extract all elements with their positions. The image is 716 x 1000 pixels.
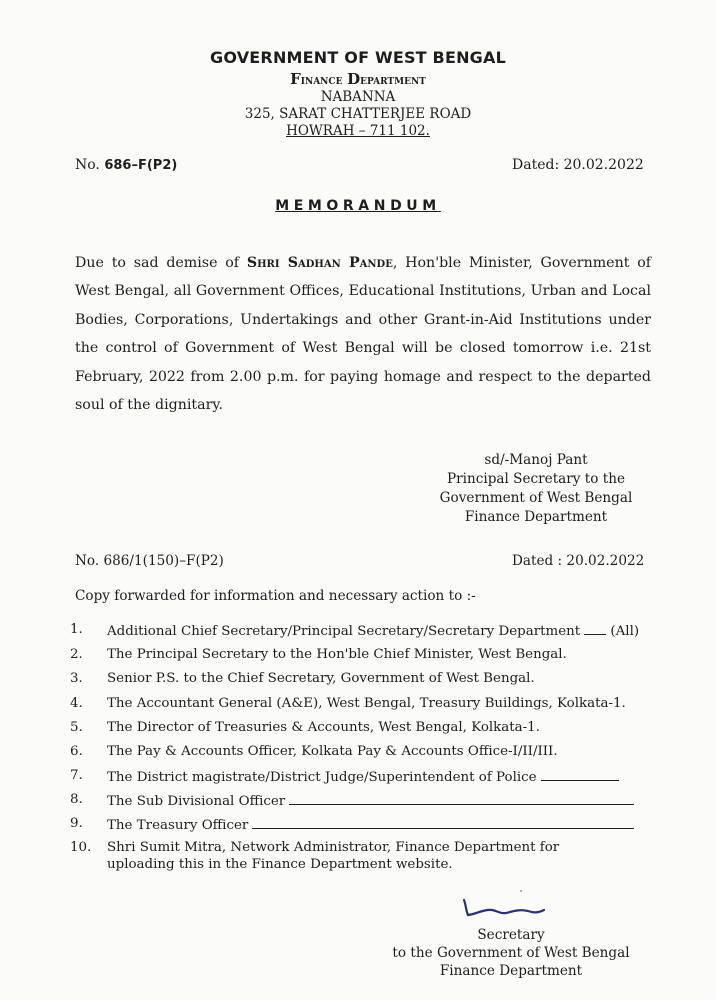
copy-memo-number: No. 686/1(150)–F(P2) — [75, 553, 224, 569]
memo-number: No. 686–F(P2) — [75, 157, 178, 173]
memo-date: Dated: 20.02.2022 — [512, 157, 644, 173]
government-heading: GOVERNMENT OF WEST BENGAL — [210, 48, 506, 67]
copy-forward-text: Copy forwarded for information and necessary action to :- — [75, 588, 476, 604]
memo-body: Due to sad demise of Shri Sadhan Pande, Hon'ble Minister, Government of West Bengal, all Government Offices, Educational Institutions, Urban and Local Bodies, Corporations, Undertakings and other Grant-in-Aid Institutions under the control of Government of West Bengal will be closed tomorrow i.e. 21st February, 2022 from 2.00 p.m. for paying homage and respect to the departed soul of the dignitary. — [75, 255, 651, 414]
scan-speck — [520, 890, 522, 892]
signatory-title: Secretary — [477, 927, 545, 943]
signatory-block-1 — [420, 451, 652, 527]
signatory-department: Finance Department — [439, 963, 583, 979]
signature-mark — [458, 897, 568, 923]
signatory-department: Finance Department — [464, 509, 608, 525]
copy-memo-date: Dated : 20.02.2022 — [512, 553, 645, 569]
signatory-designation: Principal Secretary to the — [447, 471, 625, 487]
address-street: 325, SARAT CHATTERJEE ROAD — [244, 106, 472, 122]
signatory-government: to the Government of West Bengal — [392, 945, 630, 961]
memorandum-page: GOVERNMENT OF WEST BENGAL Finance Department NABANNA 325, SARAT CHATTERJEE ROAD HOWRAH – 711 102. No. 686–F(P2) Dated: 20.02.2022 MEMORANDUM Due to sad demise of Shri Sadhan Pande, Hon'ble Minister, Government of West Bengal, all Government Offices, Educational Institutions, Urban and Local Bodies, Corporations, Undertakings and other Grant-in-Aid Institutions under the control of Government of West Bengal will be closed tomorrow i.e. 21st February, 2022 from 2.00 p.m. for paying homage and respect to the departed soul of the dignitary. sd/-Manoj Pant Principal Secretary to the Government of West Bengal Finance Department No. 686/1(150)–F(P2) Dated : 20.02.2022 Copy forwarded for information and necessary action to :- 1. Additional Chief Secretary/Principal Secretary/Secretary Department (All) 2. The Principal Secretary to the Hon'ble Chief Minister, West Bengal. 3. Senior P.S. to the Chief Secretary, Government of West Bengal. 4. The Accountant General (A&E), West Bengal, Treasury Buildings, Kolkata-1. 5. The Director of Treasuries & Accounts, West Bengal, Kolkata-1. 6. The Pay & Accounts Officer, Kolkata Pay & Accounts Office-I/II/III. 7. The District magistrate/District Judge/Superintendent of Police 8. The Sub Divisional Officer 9. The Treasury Officer 10. Shri Sumit Mitra, Network Administrator, Finance Department for uploading this in the Finance Department website. Secretary to the Government of West Bengal Finance Department — [0, 0, 716, 1000]
address-city: HOWRAH – 711 102. — [286, 123, 430, 139]
deceased-name: Shri Sadhan Pande — [246, 255, 393, 271]
signatory-block-2 — [380, 926, 642, 980]
address-building: NABANNA — [320, 89, 396, 105]
memo-title: MEMORANDUM — [275, 198, 441, 214]
signatory-government: Government of West Bengal — [439, 490, 633, 506]
signatory-name: sd/-Manoj Pant — [484, 452, 588, 468]
department-heading: Finance Department — [290, 70, 426, 88]
